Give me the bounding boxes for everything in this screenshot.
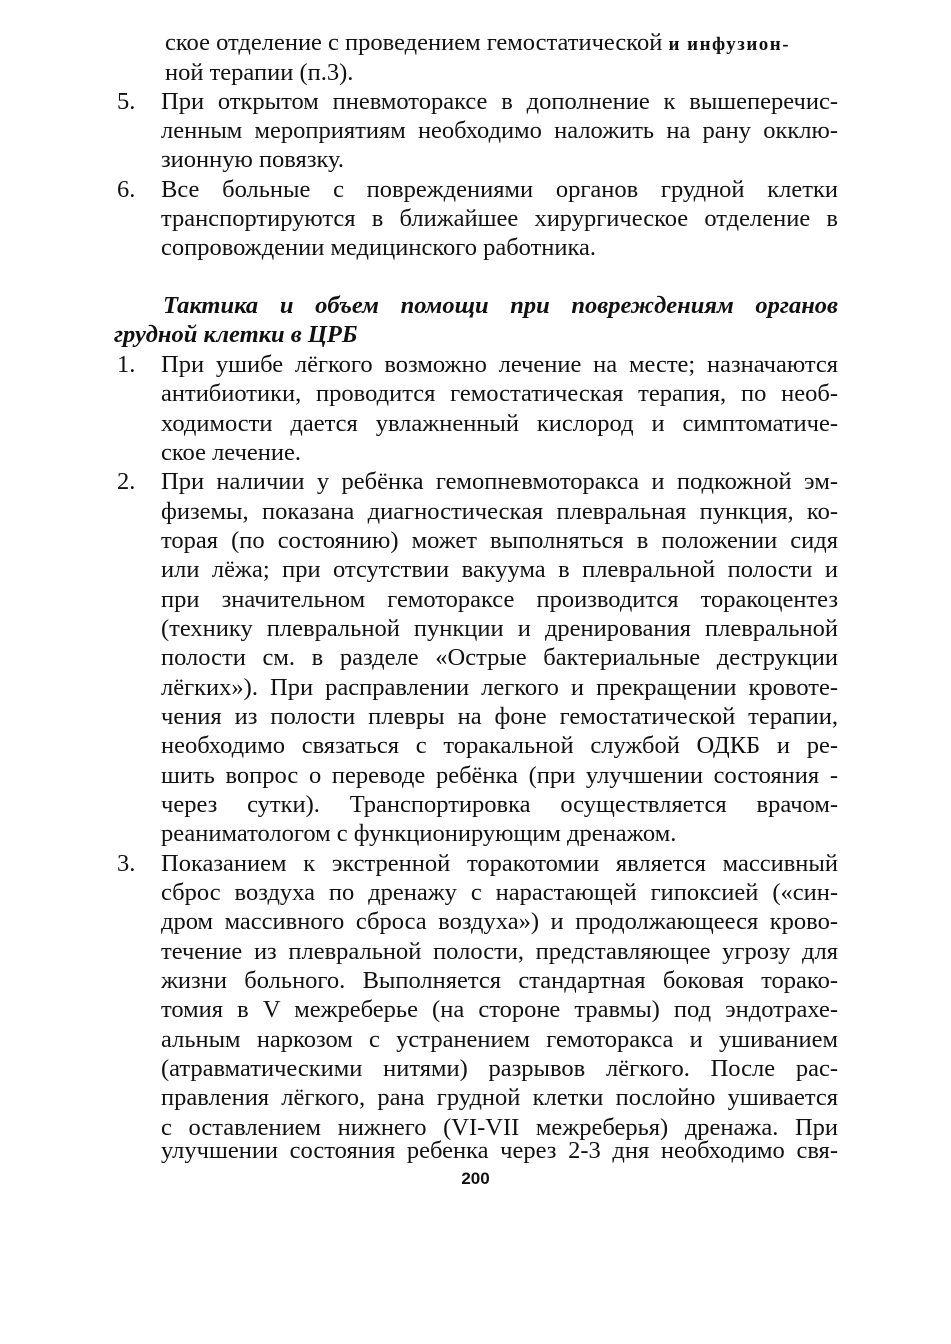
list-item-line: дром массивного сброса воздуха») и продолжающееся крово- [161,908,838,935]
list-item-number: 6. [117,176,136,203]
list-item-line: томия в V межреберье (на стороне травмы) под эндотрахе- [161,996,838,1023]
list-item-line: реаниматологом с функционирующим дренажом. [161,820,677,847]
list-item-line: антибиотики, проводится гемостатическая терапия, по необ- [161,380,838,407]
list-item-line: ское лечение. [161,439,301,466]
list-item-number: 2. [117,468,136,495]
list-item-line: или лёжа; при отсутствии вакуума в плевральной полости и [161,556,838,583]
list-item-line: чения из полости плевры на фоне гемостатической терапии, [161,703,838,730]
section-heading-line-2: грудной клетки в ЦРБ [114,321,358,348]
list-item-number: 5. [117,88,136,115]
list-item-line: При ушибе лёгкого возможно лечение на месте; назначаются [161,351,838,378]
list-item-line: альным наркозом с устранением гемоторакса и ушиванием [161,1026,838,1053]
list-item-line: сопровождении медицинского работника. [161,234,597,261]
list-item-line: зионную повязку. [161,146,344,173]
list-item-line: сброс воздуха по дренажу с нарастающей гипоксией («син- [161,879,838,906]
list-item-line: транспортируются в ближайшее хирургическое отделение в [161,205,838,232]
list-item-line: жизни больного. Выполняется стандартная боковая торако- [161,967,838,994]
list-item-line: улучшении состояния ребенка через 2-3 дня необходимо свя- [161,1137,838,1164]
list-item-line: при значительном гемотораксе производится торакоцентез [161,586,838,613]
list-item-line: При открытом пневмотораксе в дополнение к вышеперечис- [161,88,838,115]
list-item-line: Все больные с повреждениями органов грудной клетки [161,176,838,203]
list-item-line: через сутки). Транспортировка осуществляется врачом- [161,791,838,818]
list-item-line: торая (по состоянию) может выполняться в положении сидя [161,527,838,554]
list-item-line: шить вопрос о переводе ребёнка (при улучшении состояния - [161,762,838,789]
list-item-line: полости см. в разделе «Острые бактериальные деструкции [161,644,838,671]
list-item-line: физемы, показана диагностическая плевральная пункция, ко- [161,498,838,525]
list-item-line: течение из плевральной полости, представляющее угрозу для [161,938,838,965]
continuation-bold-text: и инфузион- [668,34,791,55]
list-item-line: лёгких»). При расправлении легкого и прекращении кровоте- [161,674,838,701]
continuation-line-1 [165,28,790,60]
list-item-line: необходимо связаться с торакальной службой ОДКБ и ре- [161,732,838,759]
list-item-line: ленным мероприятиям необходимо наложить на рану окклю- [161,117,838,144]
list-item-number: 1. [117,351,136,378]
list-item-line: ходимости дается увлажненный кислород и симптоматиче- [161,410,838,437]
continuation-line-2: ной терапии (п.3). [165,59,354,86]
list-item-line: Показанием к экстренной торакотомии является массивный [161,850,838,877]
list-item-line: (технику плевральной пункции и дренирования плевральной [161,615,838,642]
list-item-line: При наличии у ребёнка гемопневмоторакса и подкожной эм- [161,468,838,495]
continuation-text: ское отделение с проведением гемостатической [165,29,663,56]
page-number: 200 [461,1169,490,1188]
section-heading-line-1: Тактика и объем помощи при повреждениям органов [163,292,838,319]
list-item-line: (атравматическими нитями) разрывов лёгкого. После рас- [161,1055,838,1082]
list-item-line: с оставлением нижнего (VI-VII межреберья) дренажа. При [161,1114,838,1141]
list-item-line: правления лёгкого, рана грудной клетки послойно ушивается [161,1084,838,1111]
list-item-number: 3. [117,850,136,877]
